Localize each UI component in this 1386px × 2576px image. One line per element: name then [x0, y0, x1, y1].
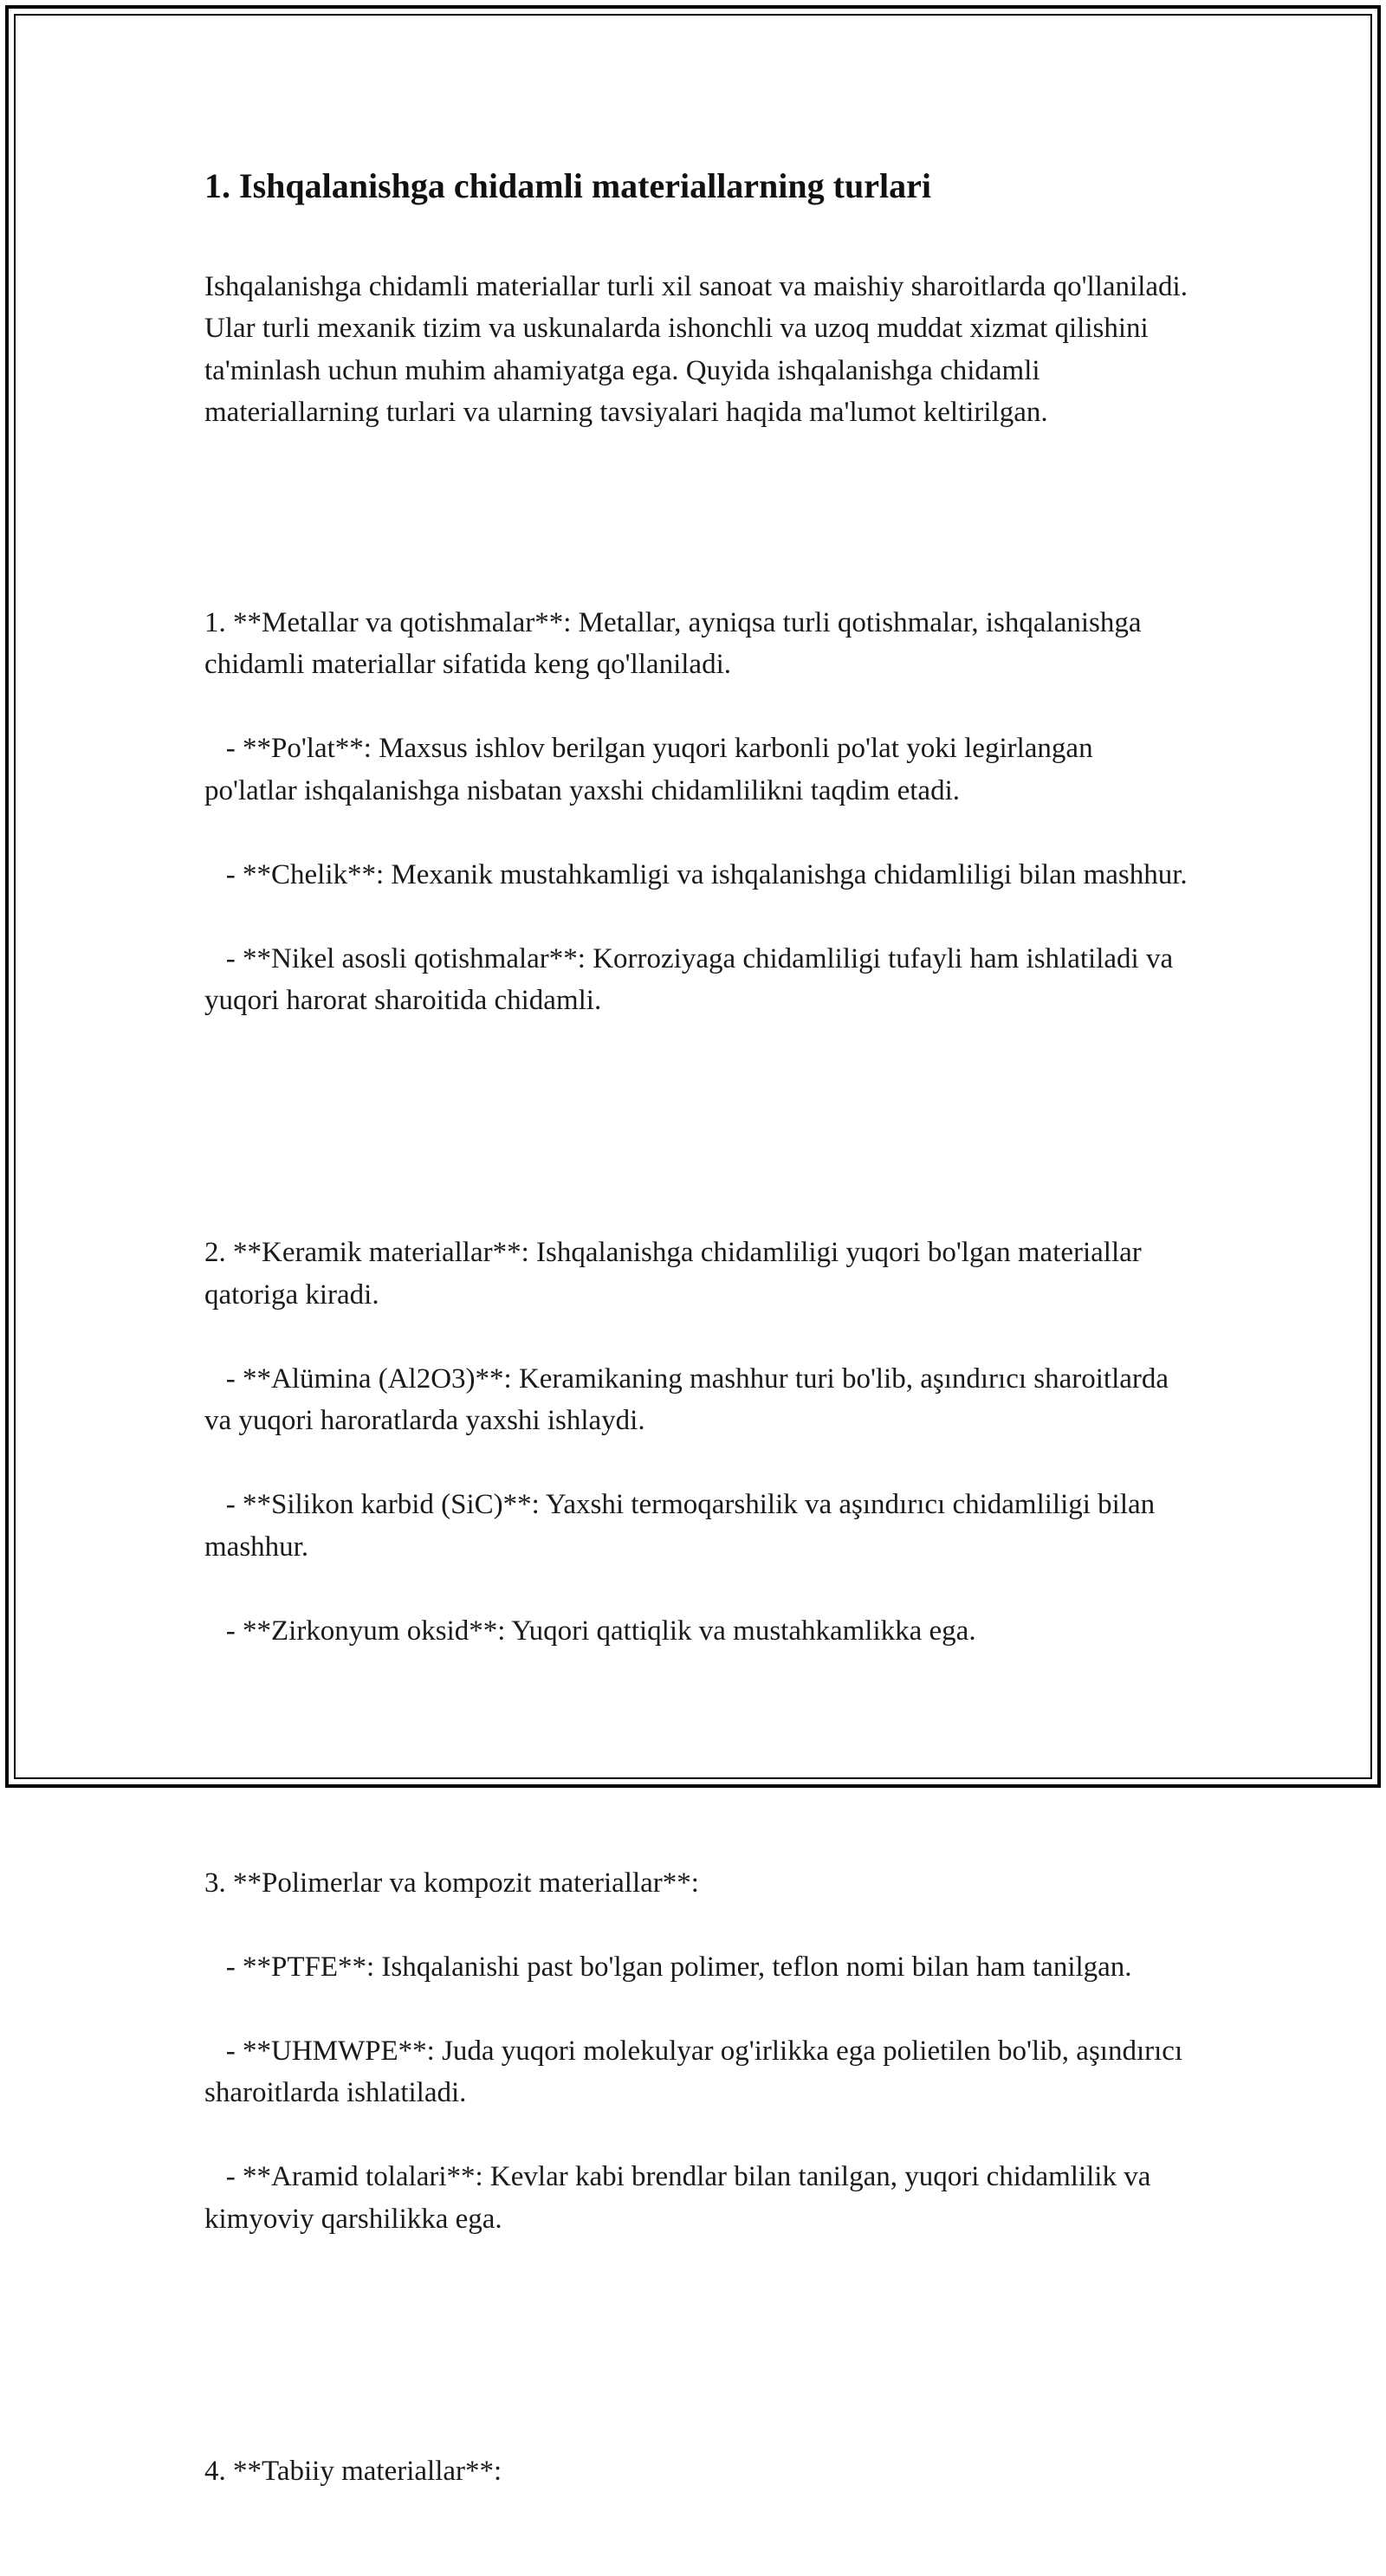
list-item: - **PTFE**: Ishqalanishi past bo'lgan polimer, teflon nomi bilan ham tanilgan. — [225, 1951, 1132, 1983]
section-heading: 4. **Tabiiy materiallar**: — [204, 2455, 502, 2487]
list-item: - **Silikon karbid (SiC)**: Yaxshi termoqarshilik va aşındırıcı chidamliligi bilan mashhur. — [204, 1489, 1156, 1563]
document-title: 1. Ishqalanishga chidamli materiallarning turlari — [204, 166, 931, 205]
document-page — [204, 161, 1192, 2576]
section-heading: 2. **Keramik materiallar**: Ishqalanishga chidamliligi yuqori bo'lgan materiallar qatoriga kiradi. — [204, 1237, 1142, 1311]
intro-paragraph: Ishqalanishga chidamli materiallar turli xil sanoat va maishiy sharoitlarda qo'llaniladi. Ular turli mexanik tizim va uskunalarda ishonchli va uzoq muddat xizmat qilishini ta'minlash uchun muhim ahamiyatga ega. Quyida ishqalanishga chidamli materiallarning turlari va ularning tavsiyalari haqida ma'lumot keltirilgan. — [204, 270, 1188, 428]
list-item: - **Zirkonyum oksid**: Yuqori qattiqlik va mustahkamlikka ega. — [225, 1615, 976, 1647]
list-item: - **Po'lat**: Maxsus ishlov berilgan yuqori karbonli po'lat yoki legirlangan po'latlar ishqalanishga nisbatan yaxshi chidamlilikni taqdim etadi. — [204, 733, 1093, 806]
section-ceramics — [204, 1190, 1192, 1694]
list-item: - **Nikel asosli qotishmalar**: Korroziyaga chidamliligi tufayli ham ishlatiladi va yuqori harorat sharoitida chidamli. — [204, 942, 1174, 1016]
section-heading: 1. **Metallar va qotishmalar**: Metallar, ayniqsa turli qotishmalar, ishqalanishga chidamli materiallar sifatida keng qo'llaniladi. — [204, 606, 1142, 680]
list-item: - **Chelik**: Mexanik mustahkamligi va ishqalanishga chidamliligi bilan mashhur. — [225, 858, 1188, 890]
section-polymers — [204, 1820, 1192, 2282]
section-natural — [204, 2408, 1192, 2534]
list-item: - **Alümina (Al2O3)**: Keramikaning mashhur turi bo'lib, aşındırıcı sharoitlarda va yuqori haroratlarda yaxshi ishlaydi. — [204, 1362, 1169, 1436]
list-item: - **UHMWPE**: Juda yuqori molekulyar og'irlikka ega polietilen bo'lib, aşındırıcı sharoitlarda ishlatiladi. — [204, 2035, 1183, 2108]
section-metals — [204, 560, 1192, 1064]
section-heading: 3. **Polimerlar va kompozit materiallar**: — [204, 1867, 699, 1899]
document-body — [204, 223, 1192, 2576]
list-item: - **Aramid tolalari**: Kevlar kabi brendlar bilan tanilgan, yuqori chidamlilik va kimyoviy qarshilikka ega. — [204, 2161, 1151, 2235]
